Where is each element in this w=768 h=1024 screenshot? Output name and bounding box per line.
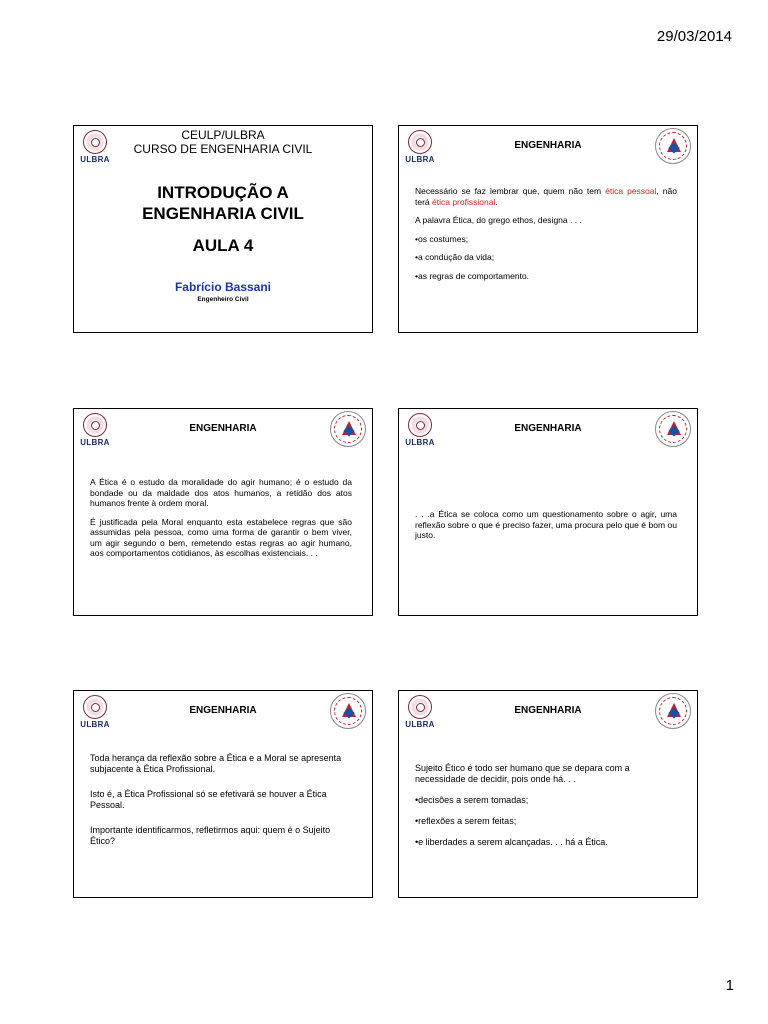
author-role: Engenheiro Civil [197, 296, 249, 303]
text-span: . [495, 196, 498, 207]
paragraph [415, 186, 677, 207]
slide-1-header [74, 128, 372, 156]
bullet-item: •reflexões a serem feitas; [415, 816, 517, 826]
ulbra-logo-text: ULBRA [405, 155, 435, 164]
ulbra-logo-text: ULBRA [80, 438, 110, 447]
author-name: Fabrício Bassani [174, 280, 272, 294]
ulbra-logo-text: ULBRA [80, 720, 110, 729]
paragraph: Toda herança da reflexão sobre a Ética e a Moral se apresenta subjacente à Ética Profissional. [90, 753, 342, 774]
paragraph: Importante identificarmos, refletirmos aqui: quem é o Sujeito Ético? [90, 825, 331, 846]
text-span: , não terá [415, 186, 677, 207]
institution-name: CEULP/ULBRA [181, 128, 265, 142]
paragraph: Isto é, a Ética Profissional só se efetivará se houver a Ética Pessoal. [90, 789, 327, 810]
highlight-text: ética profissional [432, 196, 496, 207]
ulbra-logo-text: ULBRA [80, 155, 110, 164]
page-number: 1 [725, 977, 734, 994]
slide-title: ENGENHARIA [189, 705, 257, 716]
paragraph: A Ética é o estudo da moralidade do agir humano; é o estudo da bondade ou da maldade dos atos humanos, a retidão dos atos humanos frente à ordem moral. [90, 477, 352, 508]
ulbra-logo-text: ULBRA [405, 438, 435, 447]
bullet-item: •as regras de comportamento. [415, 270, 530, 281]
slide-title: ENGENHARIA [514, 423, 582, 434]
slide-5-body [90, 753, 342, 855]
lesson-label: AULA 4 [192, 236, 254, 255]
slide-title: ENGENHARIA [514, 705, 582, 716]
slide-5 [73, 690, 373, 898]
slide-1 [73, 125, 373, 333]
bullet-item: •e liberdades a serem alcançadas. . . há a Ética. [415, 837, 608, 847]
text-span: Necessário se faz lembrar que, quem não tem [415, 186, 606, 196]
slide-title: ENGENHARIA [514, 140, 582, 151]
slide-6-body [415, 763, 677, 856]
bullet-item: •os costumes; [415, 233, 469, 244]
bullet-item: •a condução da vida; [415, 252, 495, 262]
paragraph: . . .a Ética se coloca como um questionamento sobre o agir, uma reflexão sobre o que é preciso fazer, uma procura pelo que é bom ou justo. [415, 509, 677, 540]
slide-2 [398, 125, 698, 333]
slide-3-body [90, 477, 352, 567]
slide-1-title [74, 182, 372, 224]
title-line-2: ENGENHARIA CIVIL [142, 204, 304, 223]
highlight-text: ética pessoal [605, 186, 657, 196]
bullet-item: •decisões a serem tomadas; [415, 795, 529, 805]
page-date: 29/03/2014 [656, 28, 732, 45]
paragraph: A palavra Ética, do grego ethos, designa . . . [415, 215, 582, 225]
slide-title: ENGENHARIA [189, 423, 257, 434]
title-line-1: INTRODUÇÃO A [157, 183, 289, 202]
slide-4-body [415, 509, 677, 549]
slide-4 [398, 408, 698, 616]
paragraph: É justificada pela Moral enquanto esta estabelece regras que são assumidas pela pessoa, como uma forma de garantir o bem viver, um agir segundo o bem, remetendo estas regras ao agir humano, aos comportamentos cotidianos, às escolhas existenciais. . . [90, 516, 352, 558]
slide-6 [398, 690, 698, 898]
slide-3 [73, 408, 373, 616]
course-name: CURSO DE ENGENHARIA CIVIL [133, 142, 313, 156]
paragraph: Sujeito Ético é todo ser humano que se depara com a necessidade de decidir, pois onde há. . . [415, 763, 630, 784]
slide-2-body [415, 186, 677, 289]
ulbra-logo-text: ULBRA [405, 720, 435, 729]
